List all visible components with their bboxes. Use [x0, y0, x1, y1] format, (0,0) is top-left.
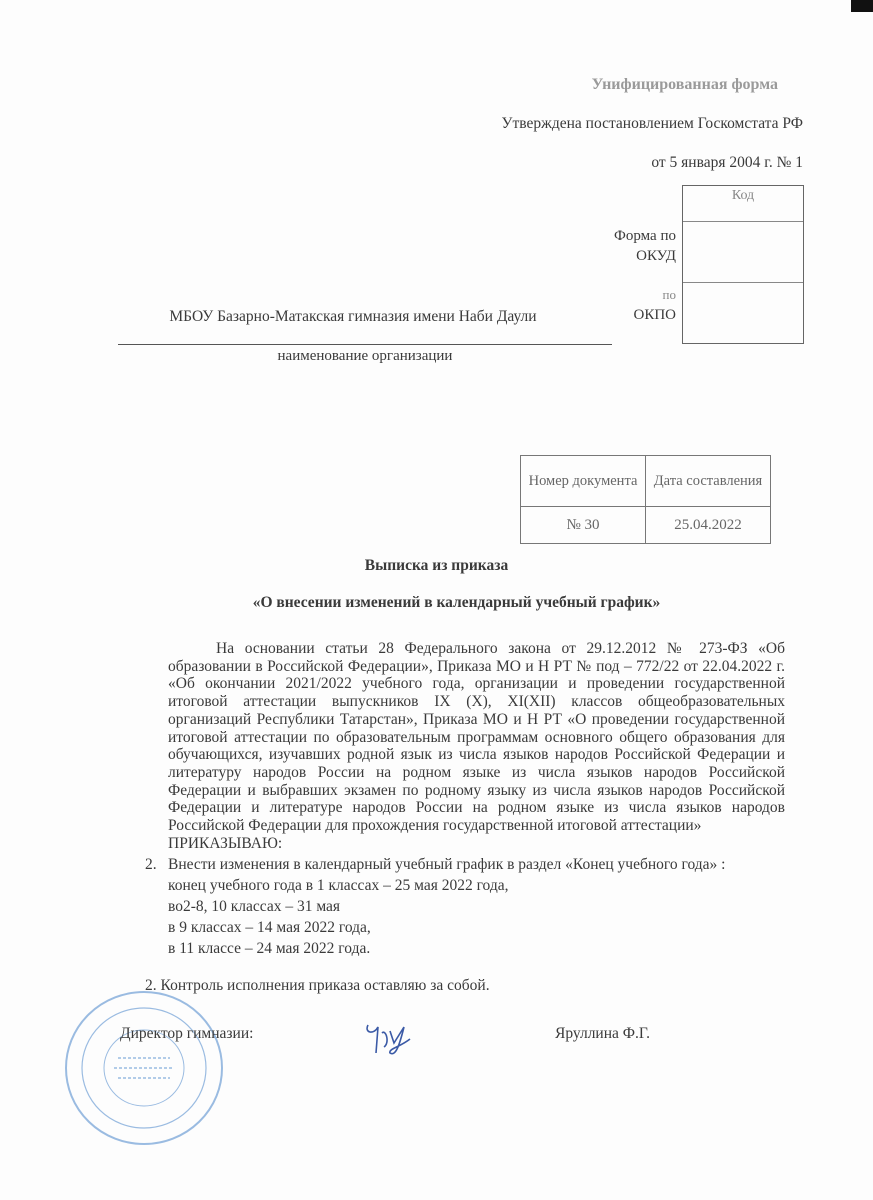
- code-box: [682, 185, 804, 344]
- order-item: 2. Внести изменения в календарный учебный график в раздел «Конец учебного года» : конец учебного года в 1 классах – 25 мая 2022 года, во2-8, 10 классах – 31 мая в 9 классах – 14 мая 2022 года, в 11 классе – 24 мая 2022 года.: [145, 854, 785, 959]
- divider: [118, 344, 612, 345]
- doc-number-header: Номер документа: [521, 456, 646, 507]
- item-line: в 11 классе – 24 мая 2022 года.: [168, 940, 371, 958]
- doc-date-header: Дата составления: [646, 456, 771, 507]
- control-clause: 2. Контроль исполнения приказа оставляю за собой.: [145, 977, 490, 995]
- signatory-position: Директор гимназии:: [120, 1025, 254, 1043]
- signature-row: [120, 1025, 785, 1049]
- organization-name: МБОУ Базарно-Матакская гимназия имени Наби Даули: [169, 308, 537, 325]
- doc-number: № 30: [521, 507, 646, 544]
- doc-date: 25.04.2022: [646, 507, 771, 544]
- handwritten-signature: [360, 1013, 430, 1068]
- okud-label: Форма по ОКУД: [614, 228, 676, 264]
- document-info-table: [520, 455, 771, 544]
- item-text: Внести изменения в календарный учебный график в раздел «Конец учебного года» :: [168, 856, 726, 874]
- item-line: конец учебного года в 1 классах – 25 мая 2022 года,: [168, 877, 509, 895]
- signatory-name: Яруллина Ф.Г.: [555, 1025, 650, 1043]
- okpo-label: по ОКПО: [633, 287, 676, 323]
- organization-caption: наименование организации: [277, 348, 453, 364]
- document-subtitle: «О внесении изменений в календарный учебный график»: [252, 594, 661, 611]
- scan-corner: [851, 0, 873, 12]
- item-line: во2-8, 10 классах – 31 мая: [168, 898, 341, 916]
- item-line: в 9 классах – 14 мая 2022 года,: [168, 919, 371, 937]
- approval-date: от 5 января 2004 г. № 1: [651, 154, 803, 171]
- unified-form-label: Унифицированная форма: [591, 76, 778, 93]
- okud-code-cell: [683, 222, 803, 283]
- order-content: [120, 640, 785, 1049]
- order-word: ПРИКАЗЫВАЮ:: [168, 834, 283, 852]
- body-paragraph: На основании статьи 28 Федерального закона от 29.12.2012 № 273-ФЗ «Об образовании в Российской Федерации», Приказа МО и Н РТ № под – 772/22 от 22.04.2022 г. «Об окончании 2021/2022 учебного года, организации и проведении государственной итоговой аттестации выпускников IX (X), XI(XII) классов общеобразовательных организаций Республики Татарстан», Приказа МО и Н РТ «О проведении государственной итоговой аттестации по образовательным программам основного общего образования для обучающихся, изучавших родной язык из числа языков народов Российской Федерации и литературу народов России на родном языке из числа языков народов Российской Федерации и выбравших экзамен по родному языку из числа языков народов Российской Федерации и литературе народов России на родном языке из числа языков народов Российской Федерации для прохождения государственной итоговой аттестации»: [168, 640, 785, 835]
- approval-text: Утверждена постановлением Госкомстата РФ: [501, 115, 803, 132]
- document-title: Выписка из приказа: [364, 557, 509, 574]
- code-header: Код: [683, 186, 803, 222]
